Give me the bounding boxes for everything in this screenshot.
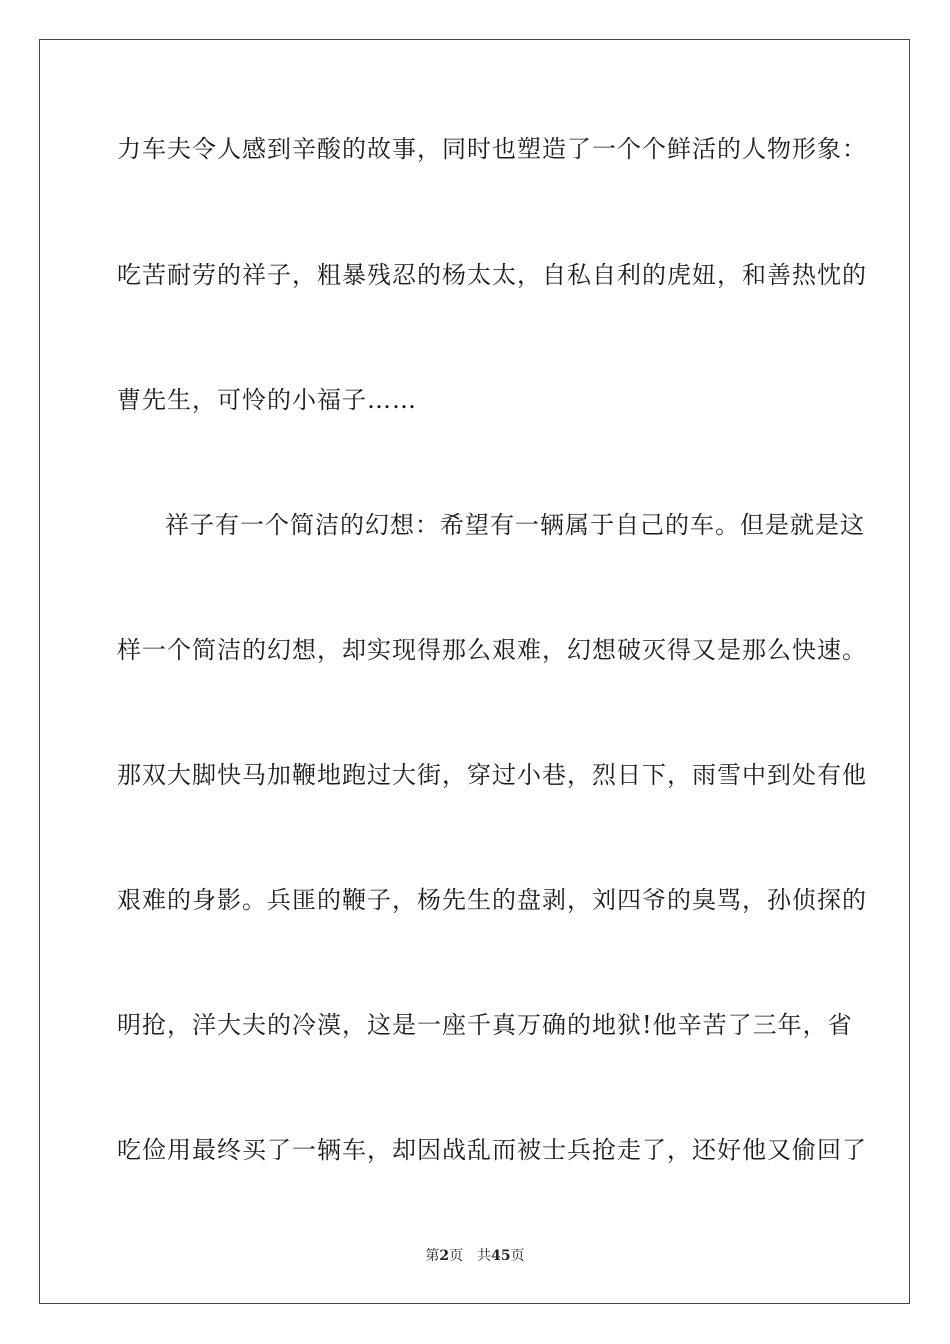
text-line-4-paragraph-start: 祥子有一个简洁的幻想：希望有一辆属于自己的车。但是就是这 bbox=[165, 511, 865, 539]
footer-total-suffix: 页 bbox=[510, 1248, 525, 1264]
footer-page-number: 2 bbox=[439, 1248, 450, 1264]
text-line-6: 那双大脚快马加鞭地跑过大街，穿过小巷，烈日下，雨雪中到处有他 bbox=[117, 761, 867, 789]
text-line-2: 吃苦耐劳的祥子，粗暴残忍的杨太太，自私自利的虎妞，和善热忱的 bbox=[117, 261, 867, 289]
text-line-8: 明抢，洋大夫的冷漠，这是一座千真万确的地狱!他辛苦了三年，省 bbox=[117, 1011, 853, 1039]
page-border bbox=[39, 39, 910, 1304]
text-line-3: 曹先生，可怜的小福子…… bbox=[117, 386, 417, 414]
page-footer bbox=[0, 1247, 950, 1265]
text-line-9: 吃俭用最终买了一辆车，却因战乱而被士兵抢走了，还好他又偷回了 bbox=[117, 1136, 867, 1164]
text-line-1: 力车夫令人感到辛酸的故事，同时也塑造了一个个鲜活的人物形象： bbox=[117, 135, 867, 163]
footer-total-prefix: 共 bbox=[477, 1248, 492, 1264]
text-line-5: 样一个简洁的幻想，却实现得那么艰难，幻想破灭得又是那么快速。 bbox=[117, 636, 867, 664]
text-line-7: 艰难的身影。兵匪的鞭子，杨先生的盘剥，刘四爷的臭骂，孙侦探的 bbox=[117, 886, 867, 914]
footer-page-prefix: 第 bbox=[425, 1248, 440, 1264]
footer-total-pages: 45 bbox=[491, 1248, 511, 1264]
footer-page-suffix: 页 bbox=[449, 1248, 464, 1264]
